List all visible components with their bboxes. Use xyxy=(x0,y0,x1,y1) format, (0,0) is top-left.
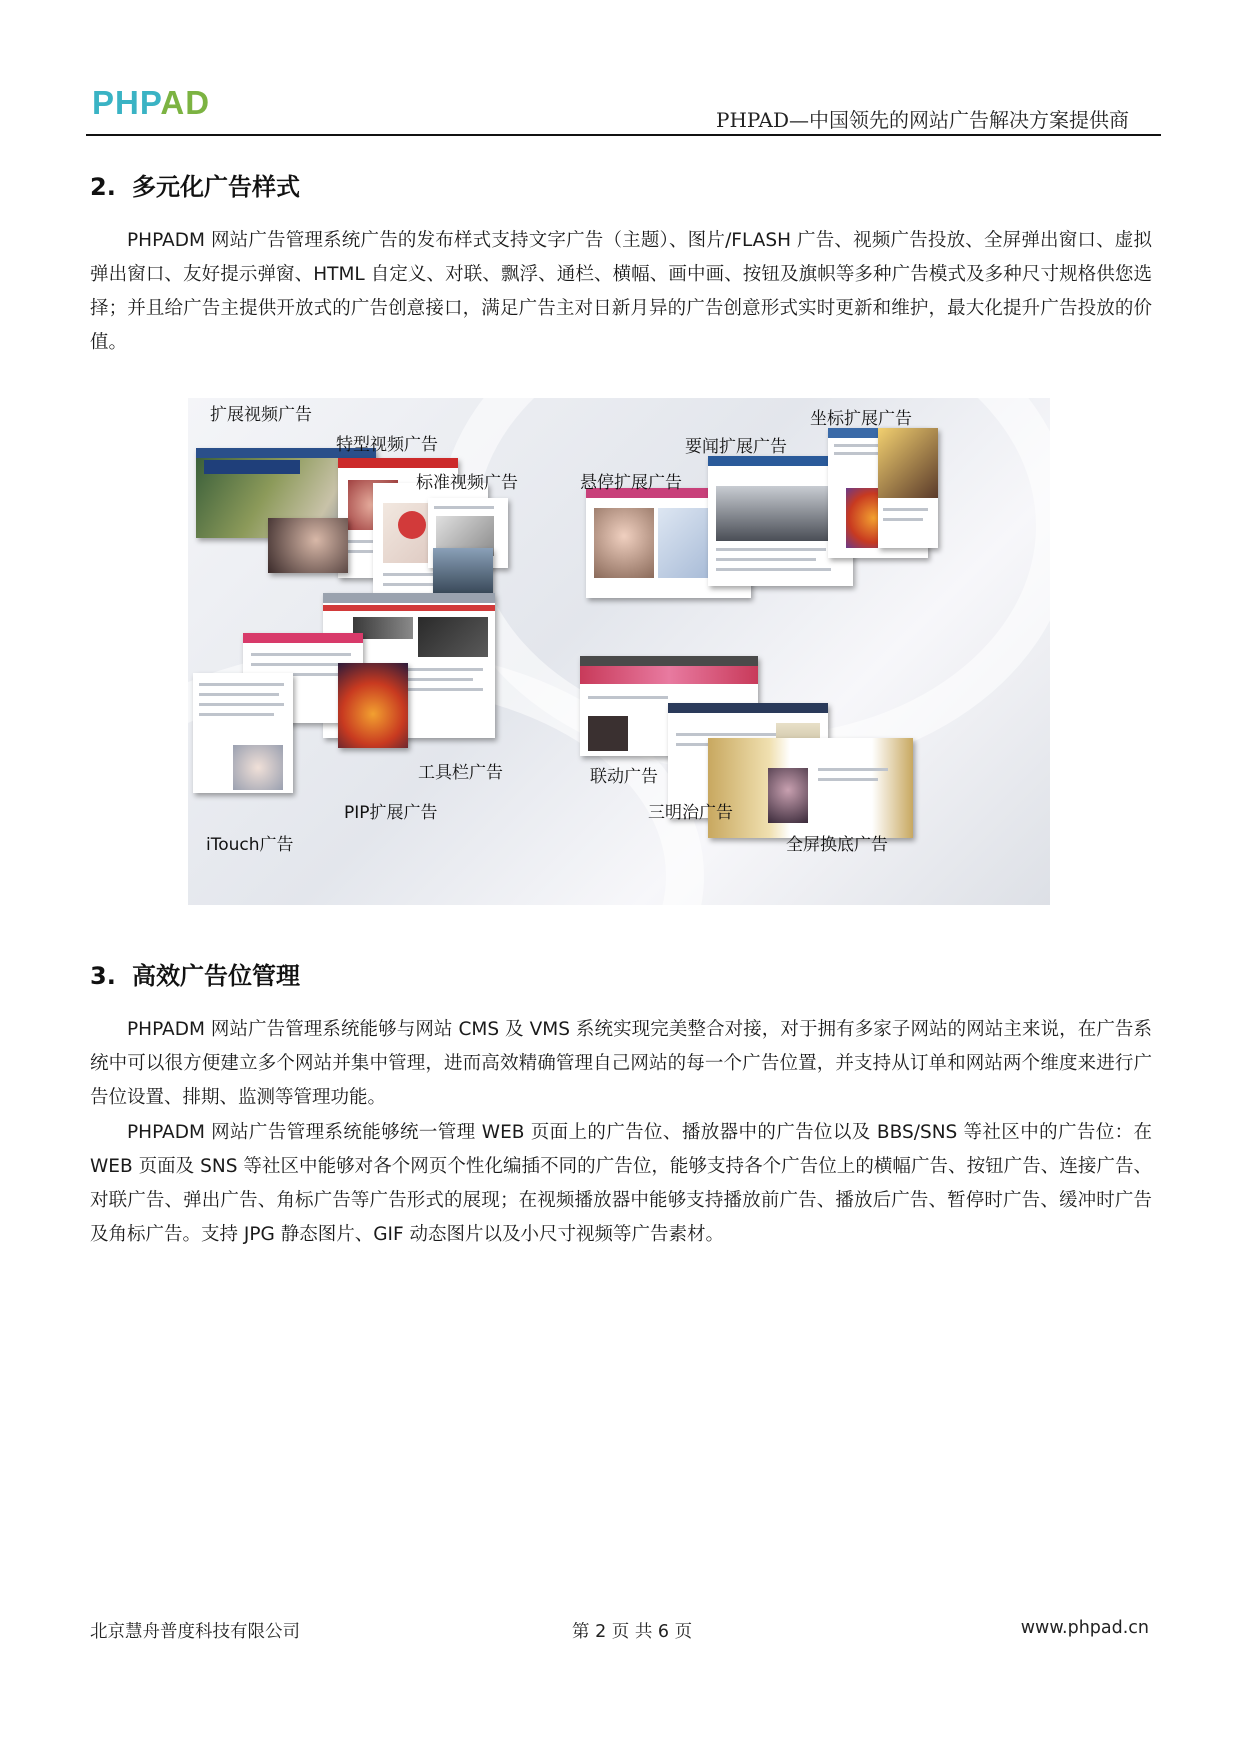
pip-expand-video-thumb xyxy=(338,663,408,748)
footer-page-number: 第 2 页 共 6 页 xyxy=(572,1622,693,1642)
label-news-expand: 要闻扩展广告 xyxy=(685,437,787,457)
section-3-heading xyxy=(90,956,300,991)
ad-formats-collage xyxy=(188,398,1050,905)
section-2-paragraph: PHPADM 网站广告管理系统广告的发布样式支持文字广告（主题）、图片/FLASH 广告、视频广告投放、全屏弹出窗口、虚拟弹出窗口、友好提示弹窗、HTML 自定义、对联、飘浮、通栏、横幅、画中画、按钮及旗帜等多种广告模式及多种尺寸规格供您选择；并且给广告主提供开放式的广告创意接口，满足广告主对日新月异的广告创意形式实时更新和维护，最大化提升广告投放的价值。 xyxy=(90,230,1152,353)
label-coordinate-expand: 坐标扩展广告 xyxy=(810,409,912,429)
header-divider xyxy=(86,134,1161,136)
section-3-title: 高效广告位管理 xyxy=(132,962,300,990)
section-3-paragraph-2: PHPADM 网站广告管理系统能够统一管理 WEB 页面上的广告位、播放器中的广告位以及 BBS/SNS 等社区中的广告位：在 WEB 页面及 SNS 等社区中能够对各个网页个性化编插不同的广告位，能够支持各个广告位上的横幅广告、按钮广告、连接广告、对联广告、弹出广告、角标广告等广告形式的展现；在视频播放器中能够支持播放前广告、播放后广告、暂停时广告、缓冲时广告及角标广告。支持 JPG 静态图片、GIF 动态图片以及小尺寸视频等广告素材。 xyxy=(90,1122,1152,1245)
phpad-logo xyxy=(92,86,210,119)
section-3-number: 3. xyxy=(90,962,116,990)
label-itouch: iTouch广告 xyxy=(206,835,294,855)
itouch-ad-screenshot xyxy=(193,673,293,793)
logo-text-php: PHP xyxy=(92,84,161,121)
label-expand-video: 扩展视频广告 xyxy=(210,405,312,425)
expand-video-portrait xyxy=(268,518,348,573)
coordinate-expand-side-ad xyxy=(878,428,938,548)
label-pip-expand: PIP扩展广告 xyxy=(344,803,438,823)
standard-video-car-thumb xyxy=(433,548,493,593)
label-fullscreen-background: 全屏换底广告 xyxy=(786,835,888,855)
footer-website: www.phpad.cn xyxy=(1020,1618,1149,1638)
footer-company: 北京慧舟普度科技有限公司 xyxy=(90,1622,300,1642)
label-hover-expand: 悬停扩展广告 xyxy=(580,473,682,493)
label-sandwich: 三明治广告 xyxy=(648,803,733,823)
logo-text-ad: AD xyxy=(160,84,211,121)
section-2-number: 2. xyxy=(90,173,116,201)
section-3-paragraph-1: PHPADM 网站广告管理系统能够与网站 CMS 及 VMS 系统实现完美整合对接，对于拥有多家子网站的网站主来说，在广告系统中可以很方便建立多个网站并集中管理，进而高效精确管理自己网站的每一个广告位置，并支持从订单和网站两个维度来进行广告位设置、排期、监测等管理功能。 xyxy=(90,1019,1152,1108)
section-2-heading xyxy=(90,167,300,202)
section-2-title: 多元化广告样式 xyxy=(132,173,300,201)
label-linked: 联动广告 xyxy=(590,767,658,787)
label-special-video: 特型视频广告 xyxy=(336,435,438,455)
header-tagline: PHPAD—中国领先的网站广告解决方案提供商 xyxy=(716,108,1129,132)
fullscreen-background-screenshot xyxy=(708,738,913,838)
label-standard-video: 标准视频广告 xyxy=(416,473,518,493)
label-toolbar: 工具栏广告 xyxy=(418,763,503,783)
